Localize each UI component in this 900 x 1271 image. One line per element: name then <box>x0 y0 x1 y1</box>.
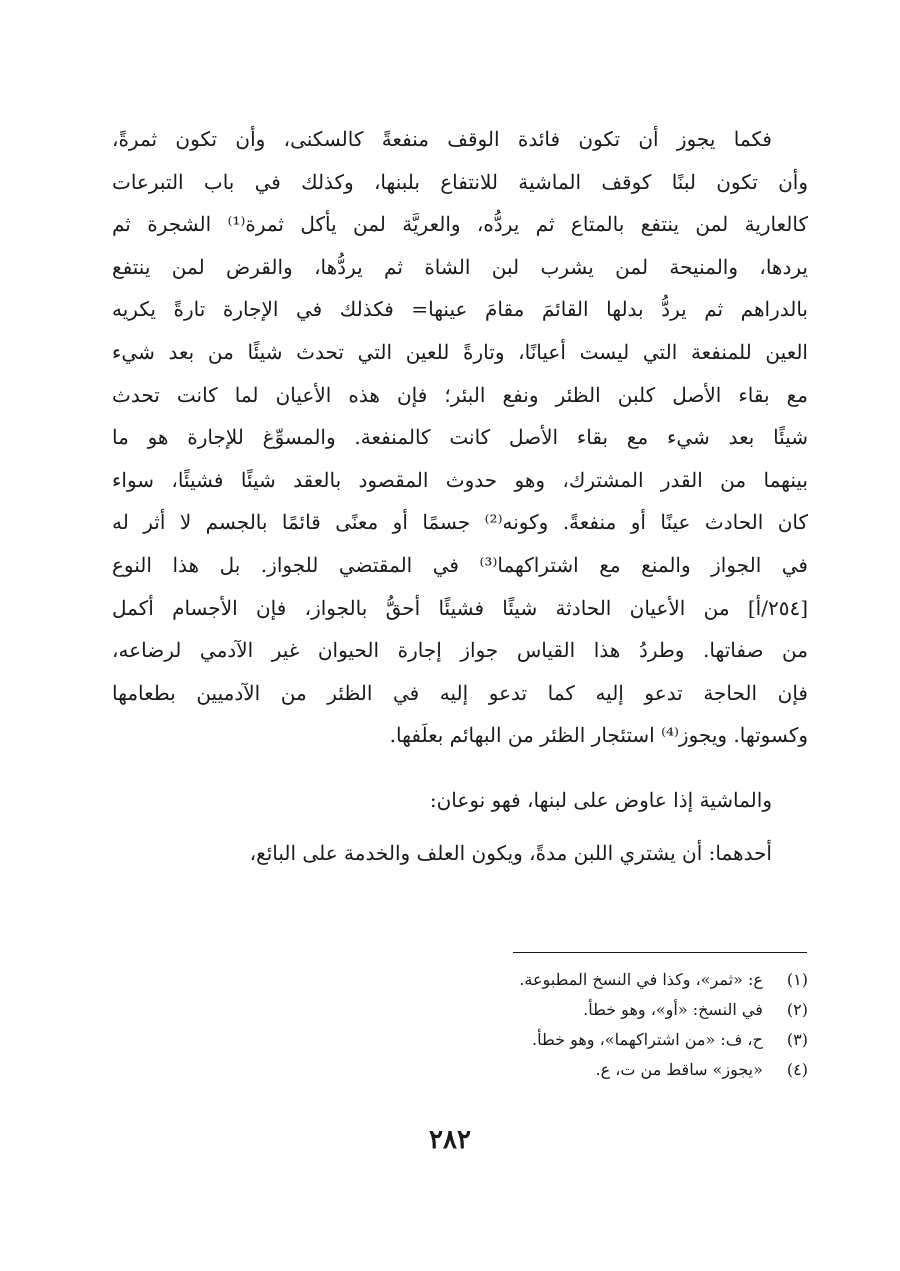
paragraph-2 <box>112 779 808 822</box>
footnote-text: ع: «ثمر»، وكذا في النسخ المطبوعة. <box>519 970 763 989</box>
footnote <box>300 995 808 1025</box>
text-line: يردها، والمنيحة لمن يشرب لبن الشاة ثم يردُّها، والقرض لمن ينتفع <box>112 254 808 279</box>
footnote-number: (٣) <box>786 1030 808 1049</box>
text-line: أحدهما: أن يشتري اللبن مدةً، ويكون العلف والخدمة على البائع، <box>249 840 772 865</box>
footnote <box>300 1025 808 1055</box>
text-line: من صفاتها. وطردُ هذا القياس جواز إجارة الحيوان غير الآدمي لرضاعه، <box>112 638 808 663</box>
text-line: والماشية إذا عاوض على لبنها، فهو نوعان: <box>429 787 772 812</box>
text-line: فكما يجوز أن تكون فائدة الوقف منفعةً كالسكنى، وأن تكون ثمرةً، <box>112 127 772 151</box>
text-line: وكسوتها. ويجوز⁽⁴⁾ استئجار الظئر من البهائم بعلَفها. <box>389 723 808 748</box>
text-line: بالدراهم ثم يردُّ بدلها القائمَ مقامَ عينها= فكذلك في الإجارة تارةً يكريه <box>112 297 808 322</box>
text-line: شيئًا بعد شيء مع بقاء الأصل كانت كالمنفعة. والمسوِّغ للإجارة هو ما <box>112 425 808 450</box>
footnote-number: (١) <box>786 970 808 989</box>
page-number: ٢٨٢ <box>429 1125 471 1155</box>
paragraph-1 <box>112 118 808 757</box>
footnote-text: في النسخ: «أو»، وهو خطأ. <box>583 1000 763 1019</box>
footnotes <box>300 965 808 1085</box>
text-line: بينهما من القدر المشترك، وهو حدوث المقصود بالعقد شيئًا فشيئًا، سواء <box>112 467 808 492</box>
footnote <box>300 1055 808 1085</box>
text-line: العين للمنفعة التي ليست أعيانًا، وتارةً للعين التي تحدث شيئًا من بعد شيء <box>112 339 808 364</box>
text-line: كان الحادث عينًا أو منفعةً. وكونه⁽²⁾ جسمًا أو معنًى قائمًا بالجسم لا أثر له <box>112 510 808 535</box>
footnote <box>300 965 808 995</box>
text-line: كالعارية لمن ينتفع بالمتاع ثم يردُّه، والعريَّة لمن يأكل ثمرة⁽¹⁾ الشجرة ثم <box>112 212 808 237</box>
paragraph-3 <box>112 832 808 875</box>
footnote-divider <box>513 952 807 953</box>
text-line: في الجواز والمنع مع اشتراكهما⁽³⁾ في المقتضي للجواز. بل هذا النوع <box>112 552 808 577</box>
footnote-text: «يجوز» ساقط من ت، ع. <box>595 1060 763 1079</box>
footnote-number: (٤) <box>786 1060 808 1079</box>
text-line: مع بقاء الأصل كلبن الظئر ونفع البئر؛ فإن هذه الأعيان لما كانت تحدث <box>112 382 808 407</box>
text-line: وأن تكون لبنًا كوقف الماشية للانتفاع بلبنها، وكذلك في باب التبرعات <box>112 169 808 194</box>
text-line: فإن الحاجة تدعو إليه كما تدعو إليه في الظئر من الآدميين بطعامها <box>112 680 808 705</box>
footnote-text: ح، ف: «من اشتراكهما»، وهو خطأ. <box>532 1030 763 1049</box>
main-text <box>112 118 808 874</box>
footnote-number: (٢) <box>786 1000 808 1019</box>
text-line: [٢٥٤/أ] من الأعيان الحادثة شيئًا فشيئًا أحقُّ بالجواز، فإن الأجسام أكمل <box>112 595 808 620</box>
